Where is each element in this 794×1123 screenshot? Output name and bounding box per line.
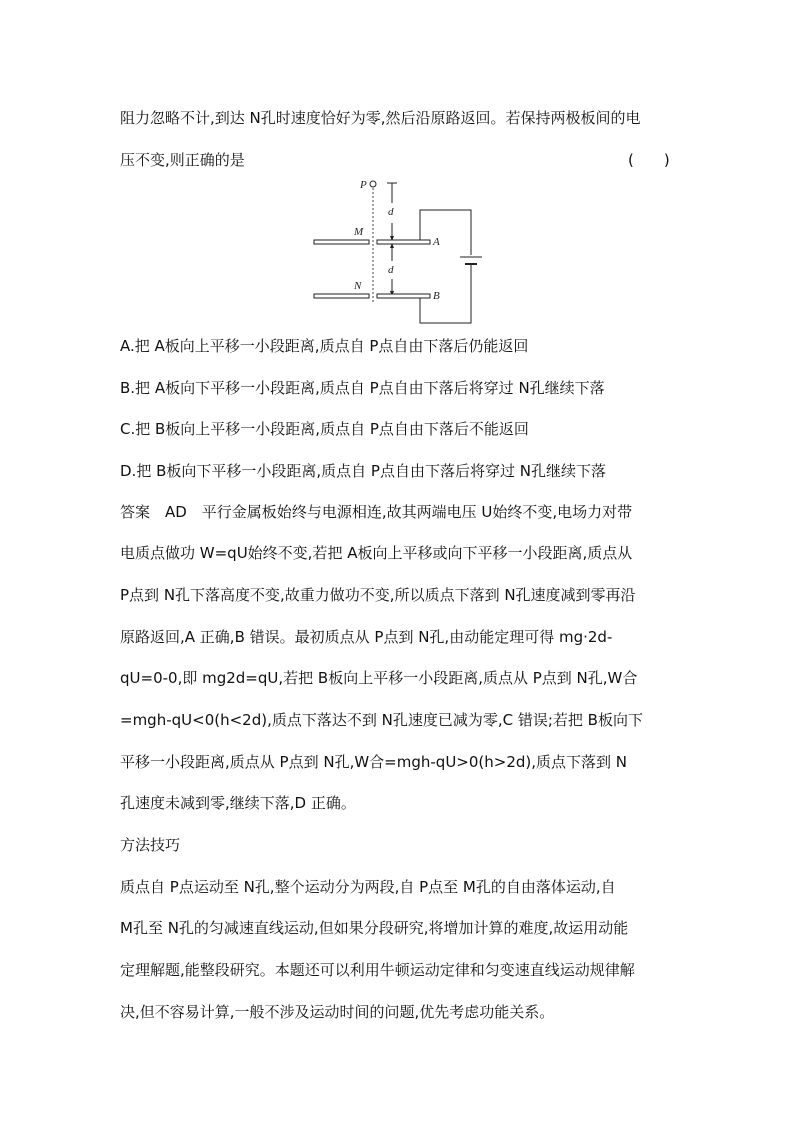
answer-line-3: P点到 N孔下落高度不变,故重力做功不变,所以质点下落到 N孔速度减到零再沿 <box>120 586 636 604</box>
option-a: A.把 A板向上平移一小段距离,质点自 P点自由下落后仍能返回 <box>120 337 529 355</box>
plate-m <box>314 240 369 244</box>
capacitor-diagram <box>300 175 500 325</box>
method-line-1: 质点自 P点运动至 N孔,整个运动分为两段,自 P点至 M孔的自由落体运动,自 <box>120 878 616 896</box>
answer-line-7: 平移一小段距离,质点从 P点到 N孔,W合=mgh-qU>0(h>2d),质点下落到 N <box>120 753 628 771</box>
method-line-4: 决,但不容易计算,一般不涉及运动时间的问题,优先考虑功能关系。 <box>120 1003 555 1021</box>
label-d1: d <box>388 206 394 218</box>
label-d2: d <box>388 264 394 276</box>
answer-line-2: 电质点做功 W=qU始终不变,若把 A板向上平移或向下平移一小段距离,质点从 <box>120 544 633 562</box>
label-p: P <box>360 179 367 191</box>
label-n: N <box>354 280 362 292</box>
question-line-1: 阻力忽略不计,到达 N孔时速度恰好为零,然后沿原路返回。若保持两极板间的电 <box>120 109 641 127</box>
option-d: D.把 B板向下平移一小段距离,质点自 P点自由下落后将穿过 N孔继续下落 <box>120 462 606 480</box>
plate-n <box>314 294 369 298</box>
answer-line-1: 答案 AD 平行金属板始终与电源相连,故其两端电压 U始终不变,电场力对带 <box>120 503 633 521</box>
answer-line-6: =mgh-qU<0(h<2d),质点下落达不到 N孔速度已减为零,C 错误;若把 B板向下 <box>120 711 643 729</box>
answer-line-8: 孔速度未减到零,继续下落,D 正确。 <box>120 794 356 812</box>
option-c: C.把 B板向上平移一小段距离,质点自 P点自由下落后不能返回 <box>120 420 529 438</box>
plate-a <box>377 240 430 244</box>
answer-line-4: 原路返回,A 正确,B 错误。最初质点从 P点到 N孔,由动能定理可得 mg·2d- <box>120 628 613 646</box>
wire-top <box>420 210 471 255</box>
question-line-2: 压不变,则正确的是 <box>120 151 245 169</box>
method-line-2: M孔至 N孔的匀减速直线运动,但如果分段研究,将增加计算的难度,故运用动能 <box>120 919 629 937</box>
answer-line-5: qU=0-0,即 mg2d=qU,若把 B板向上平移一小段距离,质点从 P点到 N孔,W合 <box>120 669 638 687</box>
label-a: A <box>433 236 440 248</box>
answer-bracket: ( ) <box>628 151 670 169</box>
method-line-3: 定理解题,能整段研究。本题还可以利用牛顿运动定律和匀变速直线运动规律解 <box>120 961 635 979</box>
method-title: 方法技巧 <box>120 836 181 854</box>
point-p <box>370 181 376 187</box>
label-m: M <box>354 226 364 238</box>
label-b: B <box>433 290 440 302</box>
plate-b <box>377 294 430 298</box>
option-b: B.把 A板向下平移一小段距离,质点自 P点自由下落后将穿过 N孔继续下落 <box>120 379 605 397</box>
